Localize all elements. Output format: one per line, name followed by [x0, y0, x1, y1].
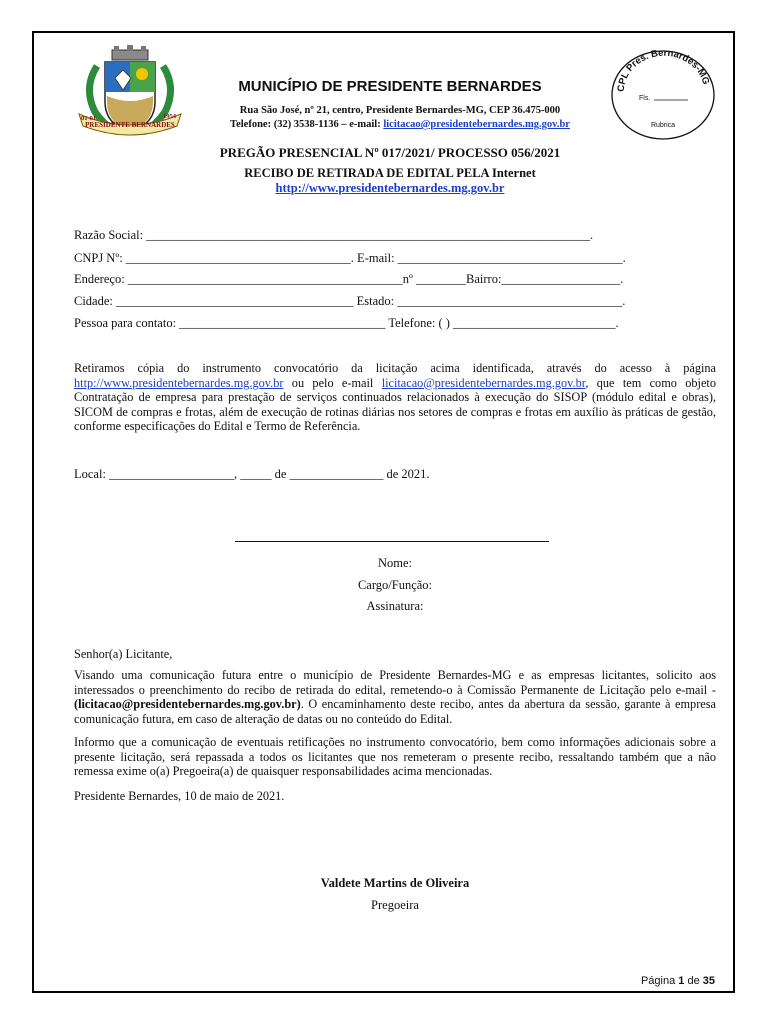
header-address: [190, 104, 610, 132]
date-line: Presidente Bernardes, 10 de maio de 2021.: [74, 789, 285, 803]
crest-year-right: 1954: [163, 113, 176, 120]
signer-role: Pregoeira: [371, 898, 419, 912]
nome-label: Nome:: [377, 556, 413, 570]
page-number: [560, 975, 715, 987]
local-date-line: Local: ____________________, _____ de _______________ de 2021.: [74, 467, 430, 481]
para1-text-b: ou pelo e-mail: [283, 375, 382, 390]
para1-text-c: , que tem como objeto Contratação de empresa para prestação de serviços continuados relacionados à execução do SISOP (módulo edital e obras), SICOM de compras e frotas, além de execução de rotinas diárias nos setores de compras e frotas em auxílio às práticas de gestão, conforme especificações do Edital e Termo de Referência.: [74, 375, 716, 433]
signer-name: Valdete Martins de Oliveira: [320, 876, 470, 890]
field-cidade-estado: Cidade: ______________________________________ Estado: ____________________________________.: [74, 294, 626, 308]
cpl-stamp: [610, 48, 716, 142]
stamp-arc-text: CPL Pres. Bernardes-MG: [615, 48, 712, 93]
page-separator: de: [684, 975, 703, 987]
municipality-title: MUNICÍPIO DE PRESIDENTE BERNARDES: [238, 78, 542, 95]
notice-paragraph: [74, 668, 716, 726]
contact-line: [190, 118, 610, 132]
para1-email-link[interactable]: licitacao@presidentebernardes.mg.gov.br: [381, 375, 586, 390]
assinatura-label: Assinatura:: [366, 599, 424, 613]
para1-text-a: Retiramos cópia do instrumento convocatório da licitação acima identificada, através do acesso à página: [74, 361, 716, 375]
website-link[interactable]: http://www.presidentebernardes.mg.gov.br: [275, 181, 505, 195]
process-title: PREGÃO PRESENCIAL Nº 017/2021/ PROCESSO 056/2021: [219, 145, 561, 160]
website-link-wrap: [150, 181, 630, 196]
municipal-crest-logo: [75, 44, 185, 142]
info-paragraph: Informo que a comunicação de eventuais retificações no instrumento convocatório, bem como informações adicionais sobre a presente licitação, será repassada a todos os licitantes que nos remeteram o presente recibo, ressaltando também que a não remessa exime o(a) Pregoeira(a) de quaisquer responsabilidades acima mencionadas.: [74, 735, 716, 778]
field-cnpj-email: CNPJ Nº: ____________________________________. E-mail: ____________________________________.: [74, 251, 626, 265]
stamp-rubrica-label: Rubrica: [650, 122, 676, 129]
para1-website-link[interactable]: http://www.presidentebernardes.mg.gov.br: [74, 375, 284, 390]
para2-text-b: . O encaminhamento deste recibo, antes da abertura da sessão, garante à empresa comunicação futura, em caso de alteração de datas ou no conteúdo do Edital.: [74, 697, 716, 726]
page-current: 1: [678, 975, 685, 987]
page-total: 35: [702, 975, 715, 987]
phone-text: Telefone: (32) 3538-1136 – e-mail:: [230, 119, 384, 130]
field-razao-social: Razão Social: _______________________________________________________________________.: [74, 228, 594, 242]
crest-ribbon-text: PRESIDENTE BERNARDES: [85, 121, 175, 129]
crest-year-left: 01-01: [81, 115, 97, 122]
header-email-link[interactable]: licitacao@presidentebernardes.mg.gov.br: [383, 119, 570, 130]
signature-line: [235, 541, 549, 542]
para2-email-bold: (licitacao@presidentebernardes.mg.gov.br): [74, 697, 301, 711]
receipt-paragraph: [74, 361, 716, 434]
page-prefix: Página: [640, 975, 679, 987]
receipt-title: RECIBO DE RETIRADA DE EDITAL PELA Internet: [244, 166, 536, 180]
para2-text-a: Visando uma comunicação futura entre o município de Presidente Bernardes-MG e as empresas licitantes, solicito aos interessados o preenchimento do recibo de retirada do edital, remetendo-o à Comissão Permanente de Licitação pelo e-mail -: [74, 668, 716, 697]
cargo-label: Cargo/Função:: [357, 578, 433, 592]
field-endereco: Endereço: ____________________________________________nº ________Bairro:___________________.: [74, 272, 624, 286]
address-line: Rua São José, nº 21, centro, Presidente Bernardes-MG, CEP 36.475-000: [239, 105, 561, 116]
field-contato-telefone: Pessoa para contato: _________________________________ Telefone: ( ) __________________________.: [74, 316, 619, 330]
salutation: Senhor(a) Licitante,: [74, 647, 173, 661]
stamp-fls-label: Fls.: [639, 95, 651, 102]
